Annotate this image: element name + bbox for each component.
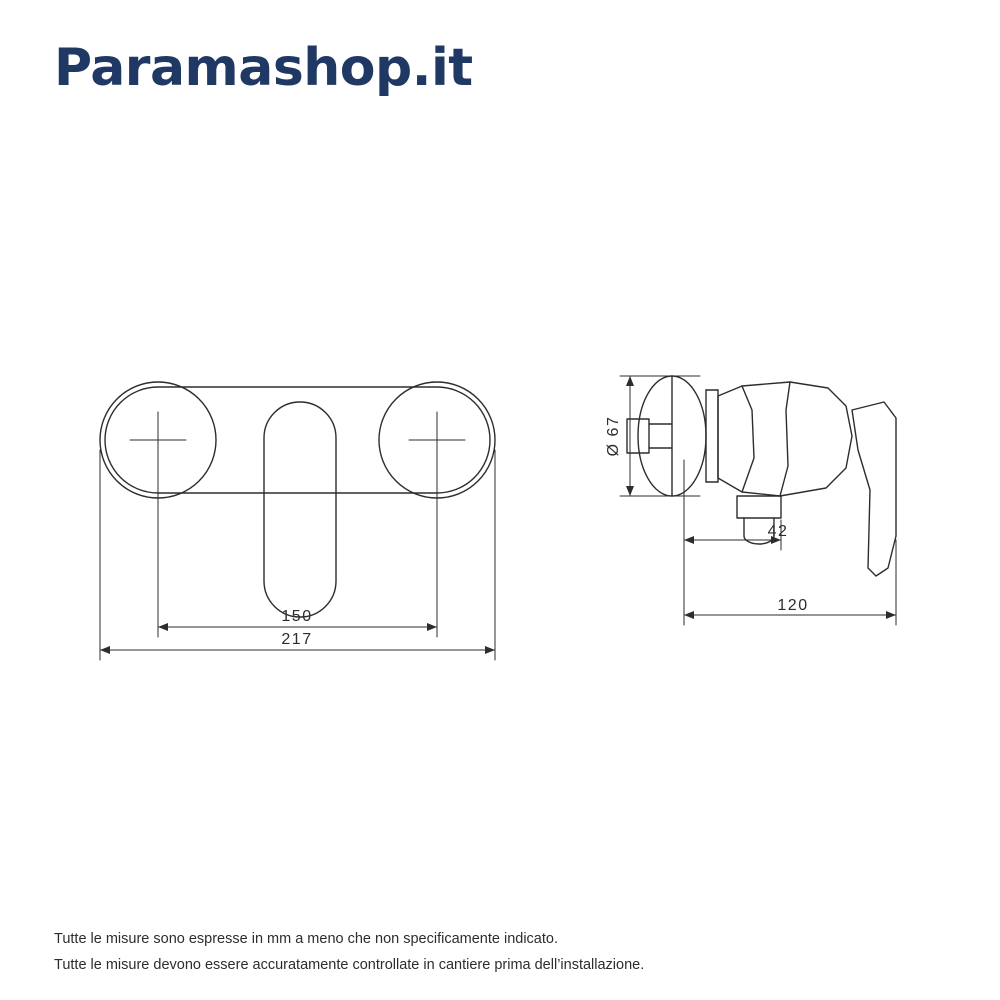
dim-label-150: 150 xyxy=(281,608,313,625)
dim-label-217: 217 xyxy=(281,631,313,648)
drawing-svg xyxy=(0,340,1000,700)
note-units: Tutte le misure sono espresse in mm a meno che non specificamente indicato. xyxy=(54,931,558,947)
technical-drawing xyxy=(0,340,1000,700)
body-inner-contour-2 xyxy=(780,382,790,496)
dim-label-42: 42 xyxy=(767,523,789,540)
escutcheon-side-profile xyxy=(672,376,706,496)
dim-label-dia-67: Ø 67 xyxy=(605,415,622,457)
dim-217 xyxy=(100,450,495,660)
inlet-nut xyxy=(627,419,672,453)
front-view-geometry xyxy=(100,382,495,617)
side-view-geometry xyxy=(627,376,896,576)
body-neck xyxy=(706,390,718,482)
dim-label-120: 120 xyxy=(777,597,809,614)
dim-dia-67 xyxy=(620,376,700,496)
brand-logo: Paramashop.it xyxy=(54,38,473,98)
escutcheon-side-back xyxy=(638,376,672,496)
lever-handle xyxy=(264,402,336,617)
lever-handle-side xyxy=(852,402,896,576)
note-verify: Tutte le misure devono essere accuratamente controllate in cantiere prima dell’installazione. xyxy=(54,957,645,973)
body-inner-contour xyxy=(742,386,754,492)
